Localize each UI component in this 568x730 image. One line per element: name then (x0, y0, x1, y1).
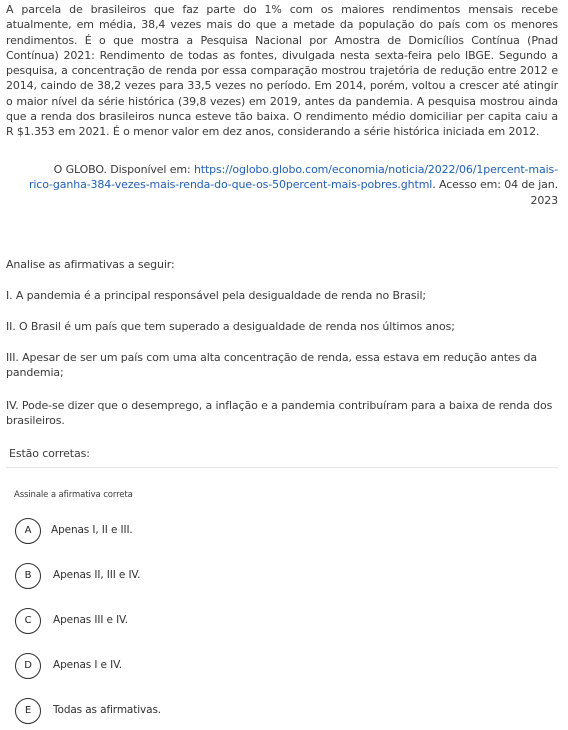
statement-4: IV. Pode-se dizer que o desemprego, a inflação e a pandemia contribuíram para a baixa de renda dos brasileiros. (6, 399, 553, 428)
option-e[interactable] (15, 697, 161, 725)
source-link[interactable]: https://oglobo.globo.com/economia/noticia/2022/06/1percent-mais-rico-ganha-384-vezes-mais-renda-do-que-os-50percent-mais-pobres.ghtml (28, 163, 558, 192)
source-prefix: O GLOBO. Disponível em: (53, 163, 194, 176)
option-d[interactable] (15, 652, 122, 680)
source-citation (6, 162, 558, 208)
passage-text: A parcela de brasileiros que faz parte do 1% com os maiores rendimentos mensais recebe atualmente, em média, 38,4 vezes mais do que a metade da população do país com os menores rendimentos. É o que mostra a Pesquisa Nacional por Amostra de Domicílios Contínua (Pnad Contínua) 2021: Rendimento de todas as fontes, divulgada nesta sexta-feira pelo IBGE. Segundo a pesquisa, a concentração de renda por essa comparação mostrou trajetória de redução entre 2012 e 2014, caindo de 38,2 vezes para 33,5 vezes no período. Em 2014, porém, voltou a crescer até atingir o maior nível da série histórica (39,8 vezes) em 2019, antes da pandemia. A pesquisa mostrou ainda que a renda dos brasileiros nunca esteve tão baixa. O rendimento médio domiciliar per capita caiu a R $1.353 em 2021. É o menor valor em dez anos, considerando a série histórica iniciada em 2012. (6, 3, 558, 139)
statement-3: III. Apesar de ser um país com uma alta concentração de renda, essa estava em redução antes da pandemia; (6, 351, 538, 380)
source-suffix: . Acesso em: 04 de jan. 2023 (432, 178, 558, 207)
statement-1: I. A pandemia é a principal responsável pela desigualdade de renda no Brasil; (6, 289, 426, 302)
option-text-d: Apenas I e IV. (53, 659, 123, 672)
question-intro: Analise as afirmativas a seguir: (6, 258, 175, 271)
option-letter-e: E (15, 698, 41, 724)
statement-2: II. O Brasil é um país que tem superado a desigualdade de renda nos últimos anos; (6, 320, 455, 333)
option-text-a: Apenas I, II e III. (51, 524, 133, 537)
option-letter-b: B (15, 563, 41, 589)
option-a[interactable] (15, 517, 133, 545)
option-letter-c: C (15, 608, 41, 634)
option-letter-d: D (15, 653, 41, 679)
option-b[interactable] (15, 562, 140, 590)
option-c[interactable] (15, 607, 128, 635)
option-text-b: Apenas II, III e IV. (53, 569, 141, 582)
divider (6, 467, 558, 468)
option-text-e: Todas as afirmativas. (53, 704, 162, 717)
question-prompt: Estão corretas: (9, 447, 90, 460)
option-text-c: Apenas III e IV. (53, 614, 128, 627)
answer-instruction: Assinale a afirmativa correta (14, 490, 133, 500)
option-letter-a: A (15, 518, 41, 544)
